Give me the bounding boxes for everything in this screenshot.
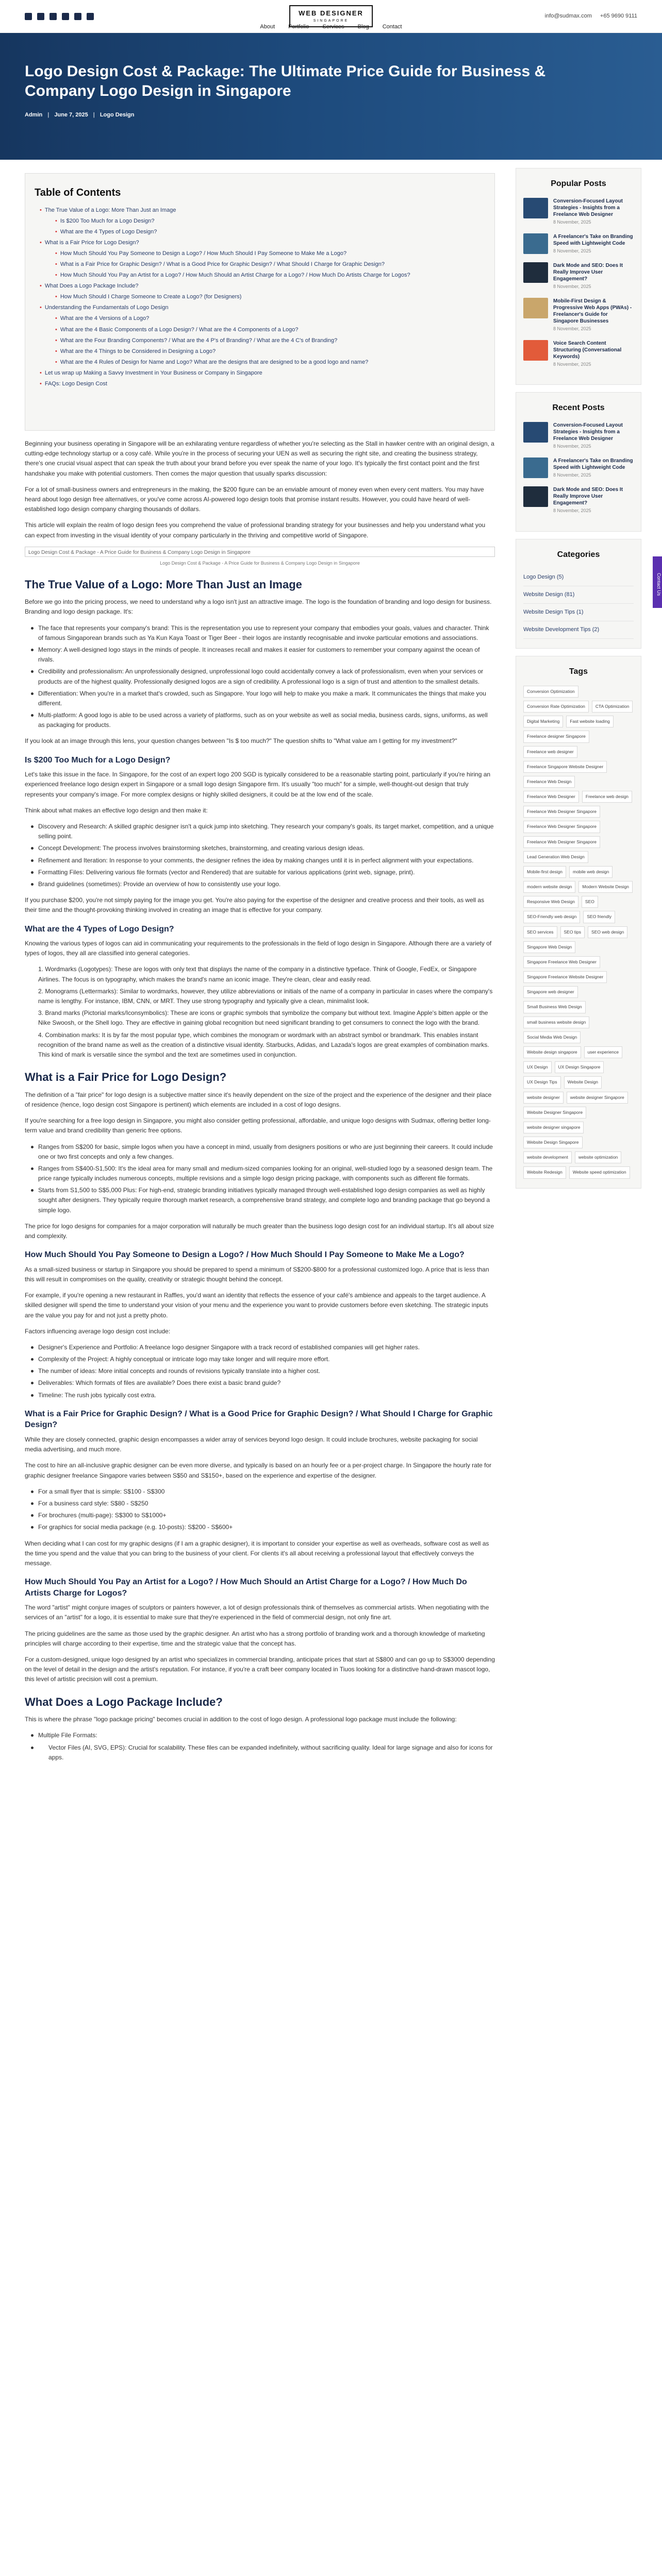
categories-widget (516, 539, 641, 649)
tag-link[interactable]: UX Design Singapore (555, 1061, 604, 1073)
tag-link[interactable]: Website Design Singapore (523, 1137, 583, 1148)
post-title[interactable]: A Freelancer's Take on Branding Speed with Lightweight Code (553, 233, 633, 246)
tag-link[interactable]: Website speed optimization (569, 1166, 630, 1178)
toc-item-label: What are the 4 Basic Components of a Logo Design? / What are the 4 Components of a Logo? (60, 326, 299, 333)
post-thumbnail[interactable] (523, 422, 548, 443)
tag-link[interactable]: SEO-Friendly web design (523, 911, 580, 923)
post-date: 8 November, 2025 (553, 361, 591, 367)
tag-link[interactable]: Fast website loading (566, 716, 614, 727)
nav-item-contact[interactable]: Contact (382, 24, 402, 30)
post-date: 8 November, 2025 (553, 283, 591, 289)
tag-link[interactable]: SEO tips (560, 926, 585, 938)
toc-item-label: What are the 4 Rules of Design for Name and Logo? What are the designs that are designed to be a good logo and name? (60, 359, 369, 365)
brand-line-1: WEB DESIGNER (299, 9, 363, 17)
toc-item-label: What is a Fair Price for Logo Design? (44, 240, 139, 246)
tag-link[interactable]: Singapore web designer (523, 986, 578, 998)
categories-list (523, 569, 634, 639)
list-item: The face that represents your company's brand: This is the representation you use to represent your company that embodies your goals, values and character. Think of famous Singaporean brands such as Ya Kun Kaya Toast or Tiger Beer - their logos are instantly recognisable and invoke particular emotions and associations. (25, 623, 495, 643)
toc-item[interactable] (35, 347, 480, 356)
tag-link[interactable]: SEO friendly (583, 911, 615, 923)
widget-title: Recent Posts (552, 403, 605, 413)
list-item: Vector Files (AI, SVG, EPS): Crucial for scalability. These files can be expanded indefinitely, without sacrificing quality. Ideal for large signage and also for icons for apps. (25, 1743, 495, 1762)
post-thumbnail[interactable] (523, 298, 548, 318)
bullet-icon: • (40, 240, 42, 246)
bullet-icon: • (55, 229, 57, 235)
toc-item-label: What Does a Logo Package Include? (44, 283, 139, 290)
bullet-list (25, 623, 495, 731)
recent-posts-widget (516, 392, 641, 532)
main-nav (260, 23, 402, 31)
toc-item-label: What are the 4 Types of Logo Design? (60, 229, 157, 235)
bullet-icon: • (40, 380, 42, 387)
section-heading: What Does a Logo Package Include? (25, 1695, 223, 1708)
list-item: Complexity of the Project: A highly conceptual or intricate logo may take longer and will require more effort. (25, 1354, 495, 1364)
bullet-icon: • (55, 272, 57, 279)
bullet-list (25, 1487, 495, 1533)
toc-item-label: What are the 4 Versions of a Logo? (60, 315, 150, 322)
post-date: 8 November, 2025 (553, 326, 591, 331)
toc-item[interactable] (35, 260, 480, 269)
tag-link[interactable]: Singapore Freelance Web Designer (523, 956, 600, 968)
category-link[interactable]: Logo Design (5) (523, 569, 634, 586)
toc-item[interactable] (35, 239, 480, 247)
table-of-contents (25, 173, 495, 431)
tag-link[interactable]: Freelance designer Singapore (523, 731, 589, 742)
tag-link[interactable]: Small Business Web Design (523, 1001, 586, 1013)
toc-item-label: Is $200 Too Much for a Logo Design? (60, 218, 155, 225)
paragraph: Let's take this issue in the face. In Singapore, for the cost of an expert logo 200 SGD is typically considered to be a reasonable starting point, particularly if you're hiring an experienced freelance logo design expert in Singapore or a small logo design Singapore firm. It's usually "too much" for a simple, well-thought-out design that truly represents your company's image. For more complex designs or highly skilled designers, it could be at the low end of the scale. (25, 771, 491, 798)
linkedin-icon[interactable] (49, 13, 57, 20)
subsection-heading: Is $200 Too Much for a Logo Design? (25, 755, 171, 765)
tag-link[interactable]: Freelance web designer (523, 746, 577, 758)
tag-link[interactable]: UX Design (523, 1061, 552, 1073)
popular-posts-list (523, 198, 634, 368)
post-meta (25, 111, 637, 120)
post-author[interactable]: Admin (25, 111, 43, 118)
post-title[interactable]: Mobile-First Design & Progressive Web Apps (PWAs) - Freelancer's Guide for Singapore Businesses (553, 298, 632, 324)
list-item: Memory: A well-designed logo stays in the minds of people. It increases recall and makes it easier for customers to remember your company against the ocean of rivals. (25, 645, 495, 665)
intro-paragraph: This article will explain the realm of logo design fees you comprehend the value of professional branding strategy for your businesses and help you understand what you can expect from investing in the visual identity of your company particularly in the thriving and competitive world of Singapore. (25, 521, 486, 539)
sidebar-post[interactable] (523, 422, 634, 450)
tag-cloud (523, 686, 634, 1179)
list-item: 3. Brand marks (Pictorial marks/Iconsymbolics): These are icons or graphic symbols that symbolize the company but without text. Imagine Apple's bitten apple or the Nike Swoosh, or the Shell logo. They are effective in gaining global recognition but need significant branding to get consumers to connect the logo with the brand. (38, 1009, 488, 1027)
tag-link[interactable]: SEO web design (588, 926, 627, 938)
image-caption: Logo Design Cost & Package - A Price Guide for Business & Company Logo Design in Singapore (160, 560, 360, 566)
toc-item-label: How Much Should I Charge Someone to Create a Logo? (for Designers) (60, 294, 242, 300)
tag-link[interactable]: Website Redesign (523, 1166, 566, 1178)
toc-item[interactable] (35, 326, 480, 334)
paragraph: While they are closely connected, graphic design encompasses a wider array of services beyond logo design. It could include brochures, website packaging for social media advertising, and much more. (25, 1436, 478, 1453)
post-thumbnail[interactable] (523, 262, 548, 283)
bullet-icon: • (55, 218, 57, 225)
bullet-icon: • (55, 261, 57, 268)
toc-item-label: What are the 4 Things to be Considered in Designing a Logo? (60, 348, 216, 354)
list-item: Multi-platform: A good logo is able to be used across a variety of platforms, such as on your website as well as social media, business cards, signs, uniforms, as well as packaging for products. (25, 710, 495, 730)
post-title[interactable]: Dark Mode and SEO: Does It Really Improve User Engagement? (553, 262, 623, 282)
toc-item-label: The True Value of a Logo: More Than Just an Image (44, 207, 176, 213)
paragraph: Before we go into the pricing process, we need to understand why a logo isn't just an attractive image. The logo is the foundation of branding and logo design for business. Branding and logo design package. It's: (25, 598, 492, 616)
intro-paragraph: For a lot of small-business owners and entrepreneurs in the making, the $200 figure can be an enviable amount of money even when every cent matters. You may have heard about logo design free alternatives, or you've come across AI-powered logo design tools that promise instant results. However, you could have heard of well-established logo design company charging thousands of dollars. (25, 485, 484, 513)
post-title[interactable]: A Freelancer's Take on Branding Speed with Lightweight Code (553, 458, 633, 471)
post-category[interactable]: Logo Design (100, 111, 135, 118)
toc-item[interactable] (35, 249, 480, 258)
tag-link[interactable]: Digital Marketing (523, 716, 563, 727)
post-date: 8 November, 2025 (553, 444, 591, 449)
post-title[interactable]: Conversion-Focused Layout Strategies - Insights from a Freelance Web Designer (553, 422, 623, 442)
bullet-list (25, 1731, 495, 1762)
bullet-icon: • (55, 315, 57, 322)
toc-item[interactable] (35, 369, 480, 378)
floating-contact-button[interactable]: Contact Us (653, 556, 662, 608)
bullet-icon: • (40, 207, 42, 213)
toc-title: Table of Contents (35, 187, 121, 198)
toc-item[interactable] (35, 314, 480, 323)
sidebar-post[interactable] (523, 457, 634, 479)
bullet-icon: • (55, 294, 57, 300)
subsection-heading: How Much Should You Pay an Artist for a Logo? / How Much Should an Artist Charge for a Logo? / How Much Do Artists Charge for Logos? (25, 1578, 467, 1598)
bullet-icon: • (55, 326, 57, 333)
bullet-icon: • (40, 283, 42, 290)
tag-link[interactable]: Social Media Web Design (523, 1031, 581, 1043)
tag-link[interactable]: Freelance Web Designer Singapore (523, 836, 600, 848)
tag-link[interactable]: CTA Optimization (592, 701, 633, 713)
list-item: The number of ideas: More initial concepts and rounds of revisions typically translate into a higher cost. (25, 1366, 495, 1376)
numbered-list (25, 964, 495, 1060)
list-item: Ranges from S$200 for basic, simple logos when you have a concept in mind, usually from designers positions or who are just beginning their careers. It could include one or two first concepts and only a few changes. (25, 1142, 495, 1162)
toc-item[interactable] (35, 380, 480, 388)
nav-item-services[interactable]: Services (322, 24, 344, 30)
section-heading: What is a Fair Price for Logo Design? (25, 1071, 227, 1084)
toc-item[interactable] (35, 228, 480, 236)
toc-item[interactable] (35, 293, 480, 301)
toc-item[interactable] (35, 271, 480, 280)
brand-line-2: SINGAPORE (313, 19, 349, 23)
list-item: 2. Monograms (Lettermarks): Similar to wordmarks, however, they utilize abbreviations or initials of the name of a company in particular in cases where the company's name is lengthy. For instance, IBM, CNN, or MRT. They use strong typography and typically give a clean, minimalist look. (38, 987, 493, 1005)
instagram-icon[interactable] (74, 13, 81, 20)
sidebar-post[interactable] (523, 298, 634, 333)
popular-posts-widget (516, 168, 641, 385)
sidebar (516, 168, 641, 1196)
toc-item[interactable] (35, 206, 480, 215)
bullet-icon: • (55, 250, 57, 257)
category-link[interactable]: Website Design (81) (523, 586, 634, 604)
post-date: 8 November, 2025 (553, 508, 591, 514)
paragraph: If you purchase $200, you're not simply paying for the image you get. You're also paying for the expertise of the designer and creative process and their tools, as well as their time and the thought-provoking thinking involved in creating an image that is effective for your company. (25, 896, 485, 914)
facebook-icon[interactable] (25, 13, 32, 20)
tag-link[interactable]: website optimization (575, 1151, 622, 1163)
subsection-heading: What are the 4 Types of Logo Design? (25, 924, 174, 934)
list-item: For a business card style: S$80 - S$250 (25, 1499, 495, 1509)
paragraph: Knowing the various types of logos can aid in communicating your requirements to the professionals in the field of logo design in Singapore. Although there are a variety of types of logos, they all are classified into general categories. (25, 940, 492, 957)
tag-link[interactable]: Singapore Freelance Website Designer (523, 971, 607, 983)
list-item: Refinement and Iteration: In response to your comments, the designer refines the idea by making changes until it is in perfect alignment with your expectations. (25, 856, 495, 866)
post-title[interactable]: Voice Search Content Structuring (Conversational Keywords) (553, 340, 622, 360)
post-date: 8 November, 2025 (553, 472, 591, 478)
intro-paragraph: Beginning your business operating in Singapore will be an exhilarating venture regardless of whether you're selecting as the Stall in hawker centre with an original design, a cutting-edge technology startup or a cosy café. While you're in the process of securing your UEN as well as securing the right site, and creating the business strategy, there's one crucial visual aspect that can speak the truth about your brand before you ever speak the name of your logo. It's typically the first contact point and the first handshake you make with potential customers. Then comes the major question that usually sparks discussion: (25, 440, 494, 477)
list-item: Concept Development: The process involves brainstorming sketches, brainstorming, and creating various design ideas. (25, 843, 495, 853)
tag-link[interactable]: website designer singapore (523, 1122, 584, 1133)
sidebar-post[interactable] (523, 198, 634, 226)
youtube-icon[interactable] (62, 13, 69, 20)
list-item: 4. Combination marks: It is by far the most popular type, which combines the monogram or wordmark with an abstract symbol or brandmark. This enables instant recognition of the brand name as well as the creation of a distinctive visual identity. Starbucks, Adidas, and Lazada's logos are great examples of combination marks. This kind of mark is versatile since the symbol and the text are sometimes used in conjunction. (38, 1031, 489, 1058)
paragraph: This is where the phrase "logo package pricing" becomes crucial in addition to the cost of logo design. A professional logo package must include the following: (25, 1716, 457, 1723)
tag-link[interactable]: UX Design Tips (523, 1076, 561, 1088)
toc-item[interactable] (35, 303, 480, 312)
toc-item-label: What are the Four Branding Components? / What are the 4 P's of Branding? / What are the 4 C's of Branding? (60, 337, 338, 344)
tag-link[interactable]: mobile web design (569, 866, 613, 878)
nav-item-about[interactable]: About (260, 24, 275, 30)
list-item: Brand guidelines (sometimes): Provide an overview of how to consistently use your logo. (25, 879, 495, 889)
post-date: June 7, 2025 (54, 111, 88, 118)
toc-list (35, 206, 480, 388)
toc-item[interactable] (35, 217, 480, 226)
post-thumbnail[interactable] (523, 340, 548, 361)
bullet-list (25, 822, 495, 889)
behance-icon[interactable] (87, 13, 94, 20)
list-item: Timeline: The rush jobs typically cost extra. (25, 1391, 495, 1400)
paragraph: Factors influencing average logo design cost include: (25, 1327, 171, 1335)
toc-item-label: FAQs: Logo Design Cost (44, 380, 107, 387)
paragraph: The word "artist" might conjure images of sculptors or painters however, a lot of design professionals think of themselves as commercial artists. When negotiating with the services of an "artist" for a logo, it is essential to make sure that they're experienced in the field of commercial design, not only fine art. (25, 1604, 489, 1621)
paragraph: The price for logo designs for companies for a major corporation will naturally be much greater than the business logo design cost for an individual startup. It's all about size and complexity. (25, 1222, 494, 1240)
subsection-heading: How Much Should You Pay Someone to Design a Logo? / How Much Should I Pay Someone to Make Me a Logo? (25, 1250, 465, 1260)
sidebar-post[interactable] (523, 486, 634, 515)
tag-link[interactable]: Conversion Rate Optimization (523, 701, 589, 713)
widget-title: Popular Posts (551, 179, 606, 188)
tag-link[interactable]: Website design singapore (523, 1046, 581, 1058)
tag-link[interactable]: Mobile-first design (523, 866, 566, 878)
phone-link[interactable]: +65 9690 9111 (600, 12, 637, 19)
tag-link[interactable]: website designer Singapore (567, 1092, 628, 1104)
list-item: Multiple File Formats: (25, 1731, 495, 1740)
bullet-list (25, 1142, 495, 1215)
toc-item[interactable] (35, 336, 480, 345)
tag-link[interactable]: small business website design (523, 1016, 589, 1028)
post-thumbnail[interactable] (523, 457, 548, 478)
tag-link[interactable]: Lead Generation Web Design (523, 851, 588, 863)
category-link[interactable]: Website Development Tips (2) (523, 621, 634, 639)
paragraph: Think about what makes an effective logo design and then make it: (25, 806, 208, 814)
paragraph: If you're searching for a free logo design in Singapore, you might also consider getting professional, affordable, and unique logo designs with Sudmax, offering better long-term value and brand credibility than generic free options. (25, 1117, 491, 1134)
tag-link[interactable]: website designer (523, 1092, 564, 1104)
tag-link[interactable]: Freelance Web Design (523, 776, 575, 788)
bullet-list (25, 1343, 495, 1400)
category-link[interactable]: Website Design Tips (1) (523, 604, 634, 621)
top-bar (0, 0, 662, 33)
article-image: Logo Design Cost & Package - A Price Guide for Business & Company Logo Design in Singapore (25, 547, 495, 557)
list-item: Deliverables: Which formats of files are available? Does there exist a basic brand guide? (25, 1378, 495, 1388)
post-thumbnail[interactable] (523, 233, 548, 254)
tag-link[interactable]: Freelance Singapore Website Designer (523, 761, 607, 773)
paragraph: For example, if you're opening a new restaurant in Raffles, you'd want an identity that reflects the essence of your café's ambience and appeals to the target audience. A skilled designer will spend the time to understand your vision of your menu and the experience you want to provide customers before even sketching. The strategic inputs are the value you pay for and not just a pretty photo. (25, 1292, 488, 1319)
bullet-icon: • (55, 337, 57, 344)
toc-item-label: What is a Fair Price for Graphic Design? / What is a Good Price for Graphic Design? / What Should I Charge for Graphic Design? (60, 261, 385, 268)
tag-link[interactable]: website development (523, 1151, 572, 1163)
tag-link[interactable]: Freelance Web Designer Singapore (523, 821, 600, 833)
tag-link[interactable]: SEO services (523, 926, 557, 938)
toc-item-label: How Much Should You Pay an Artist for a Logo? / How Much Should an Artist Charge for a Logo? / How Much Do Artists Charge for Logos? (60, 272, 410, 279)
paragraph: The pricing guidelines are the same as those used by the graphic designer. An artist who has a strong portfolio of branding work and a thorough knowledge of marketing principles will charge according to their expertise, time and the strategic value that the concept has. (25, 1630, 485, 1647)
widget-title: Categories (557, 550, 600, 560)
paragraph: As a small-sized business or startup in Singapore you should be prepared to spend a minimum of S$200-$800 for a professional customized logo. A price that is less than this will result in compromises on the quality, creativity or strategic thought behind the concept. (25, 1265, 489, 1283)
post-thumbnail[interactable] (523, 198, 548, 218)
tag-link[interactable]: Freelance web design (582, 791, 632, 803)
paragraph: The definition of a "fair price" for logo design is a subjective matter since it's heavily dependent on the size of the project and the experience of the designer and their place of residence (hence, logo design cost Singapore is pertinent) which elements are included in a cost of logo designs. (25, 1091, 492, 1108)
toc-item[interactable] (35, 358, 480, 367)
section-heading: The True Value of a Logo: More Than Just an Image (25, 578, 302, 591)
bullet-icon: • (40, 304, 42, 311)
tag-link[interactable]: Website Design (564, 1076, 602, 1088)
post-thumbnail[interactable] (523, 486, 548, 507)
tag-link[interactable]: Conversion Optimization (523, 686, 578, 698)
meta-separator: | (93, 111, 95, 118)
list-item: Starts from S1,500 to S$5,000 Plus: For high-end, strategic branding initiatives typically managed through well-established logo design companies as well as highly sought after designers. They typically require thorough market research, a comprehensive brand strategy, and complete logo and branding package that go beyond a simple logo. (25, 1185, 495, 1215)
sidebar-post[interactable] (523, 233, 634, 255)
page-title: Logo Design Cost & Package: The Ultimate Price Guide for Business & Company Logo Design in Singapore (25, 63, 546, 100)
tag-link[interactable]: Responsive Web Design (523, 896, 578, 908)
paragraph: For a custom-designed, unique logo designed by an artist who specializes in commercial branding, anticipate prices that start at S$800 and can go up to S$3000 depending on the level of detail in the design and the artist's reputation. For instance, if you're a craft beer company located in Tiuos looking for a distinctive hand-drawn mascot logo, this level of artistic precision will cost a premium. (25, 1656, 495, 1683)
list-item: Formatting Files: Delivering various file formats (vector and Rendered) that are suitable for various applications (print web, signage, print). (25, 868, 495, 877)
bullet-icon: • (40, 369, 42, 376)
bullet-icon: • (55, 359, 57, 365)
tag-link[interactable]: Singapore Web Design (523, 941, 575, 953)
meta-separator: | (47, 111, 49, 118)
list-item: For graphics for social media package (e.g. 10-posts): S$200 - S$600+ (25, 1522, 495, 1532)
post-title[interactable]: Conversion-Focused Layout Strategies - Insights from a Freelance Web Designer (553, 198, 623, 217)
toc-item-label: Understanding the Fundamentals of Logo Design (44, 304, 169, 311)
widget-title: Tags (569, 667, 588, 676)
post-date: 8 November, 2025 (553, 219, 591, 225)
tag-link[interactable]: user experience (584, 1046, 622, 1058)
tag-link[interactable]: SEO (582, 896, 598, 908)
tag-link[interactable]: Website Designer Singapore (523, 1107, 586, 1118)
sidebar-post[interactable] (523, 340, 634, 368)
list-item: Discovery and Research: A skilled graphic designer isn't a quick jump into sketching. They research your company's goals, its target market, competition, and a unique selling point. (25, 822, 495, 841)
email-link[interactable]: info@sudmax.com (544, 12, 592, 19)
toc-item[interactable] (35, 282, 480, 291)
contact-info (545, 12, 637, 21)
hero-banner (0, 33, 662, 160)
list-item: For a small flyer that is simple: S$100 - S$300 (25, 1487, 495, 1497)
bullet-icon: • (55, 348, 57, 354)
nav-item-blog[interactable]: Blog (357, 24, 369, 30)
article-body (25, 173, 495, 1769)
paragraph: The cost to hire an all-inclusive graphic designer can be even more diverse, and typically is based on an hourly fee or a per-project charge. In Singapore the hourly rate for graphic designer freelance Singapore varies between S$50 and S$150+, based on the experience and expertise of the designer. (25, 1462, 492, 1479)
twitter-icon[interactable] (37, 13, 44, 20)
post-date: 8 November, 2025 (553, 248, 591, 253)
list-item: Credibility and professionalism: An unprofessionally designed, unprofessional logo could accidentally convey a lack of professionalism, even when your services or products are of the highest quality. Professionally designed logos are a sign of credibility. A professional logo is a sign of trust and attention to the smallest details. (25, 667, 495, 686)
tag-link[interactable]: Freelance Web Designer Singapore (523, 806, 600, 818)
toc-item-label: Let us wrap up Making a Savvy Investment in Your Business or Company in Singapore (44, 369, 262, 376)
list-item: For brochures (multi-page): S$300 to S$1000+ (25, 1511, 495, 1520)
tag-link[interactable]: modern website design (523, 881, 575, 893)
paragraph: When deciding what I can cost for my graphic designs (if I am a graphic designer), it is important to consider your expertise as well as overheads, software cost as well as the time you spend and the value that you can bring to the business of your client. For clients it's all about receiving a professional layout that effectively conveys the message. (25, 1539, 489, 1567)
paragraph: If you look at an image through this lens, your question changes between "Is $ too much?" The question shifts to "What value am I getting for my investment?" (25, 737, 457, 745)
toc-item-label: How Much Should You Pay Someone to Design a Logo? / How Much Should I Pay Someone to Make Me a Logo? (60, 250, 347, 257)
sidebar-post[interactable] (523, 262, 634, 291)
tags-widget (516, 656, 641, 1188)
post-title[interactable]: Dark Mode and SEO: Does It Really Improve User Engagement? (553, 487, 623, 506)
list-item: Ranges from S$400-S1,500: It's the ideal area for many small and medium-sized companies looking for an original, well-studied logo by a seasoned design team. The price range typically includes numerous concepts, multiple revisions and a simple logo design pricing package, with components such as different file formats. (25, 1164, 495, 1183)
list-item: 1. Wordmarks (Logotypes): These are logos with only text that displays the name of the company in a distinctive typeface. Think of Google, FedEx, or Singapore Airlines. The focus is on typography, which makes the brand's name an iconic image. They're clean, clear and easily read. (38, 965, 477, 983)
nav-item-portfolio[interactable]: Portfolio (288, 24, 309, 30)
social-links (25, 13, 94, 20)
recent-posts-list (523, 422, 634, 515)
list-item: Differentiation: When you're in a market that's crowded, such as Singapore. Your logo will help to make you make a mark. It communicates the things that make you different. (25, 689, 495, 708)
tag-link[interactable]: Freelance Web Designer (523, 791, 579, 803)
list-item: Designer's Experience and Portfolio: A freelance logo designer Singapore with a track record of established companies will get higher rates. (25, 1343, 495, 1352)
subsection-heading: What is a Fair Price for Graphic Design? / What is a Good Price for Graphic Design? / What Should I Charge for Graphic Design? (25, 1409, 493, 1430)
tag-link[interactable]: Modern Website Design (578, 881, 633, 893)
